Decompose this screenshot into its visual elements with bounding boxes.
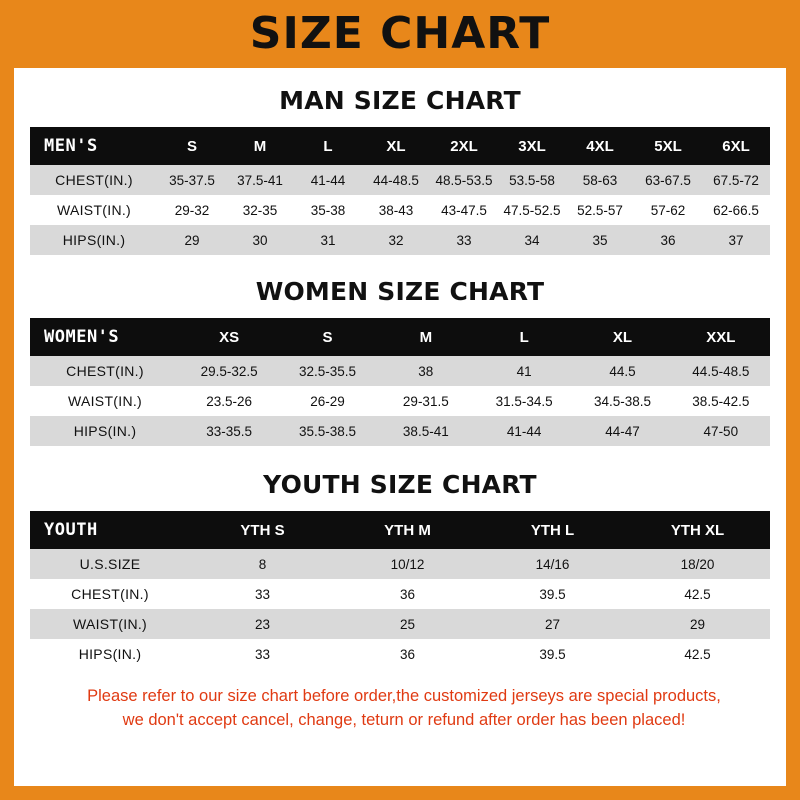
man-header-3xl: 3XL: [498, 127, 566, 165]
man-row-label-chest: CHEST(IN.): [30, 165, 158, 195]
women-size-table: [30, 318, 770, 446]
table-cell: 35: [566, 225, 634, 255]
table-cell: 42.5: [625, 639, 770, 669]
man-header-5xl: 5XL: [634, 127, 702, 165]
table-cell: 41: [475, 356, 573, 386]
notice-line-2: we don't accept cancel, change, teturn or refund after order has been placed!: [122, 710, 686, 729]
page-banner: [0, 0, 800, 68]
table-cell: 57-62: [634, 195, 702, 225]
table-row: [30, 386, 770, 416]
youth-size-table: [30, 511, 770, 669]
table-cell: 36: [335, 579, 480, 609]
man-row-label-hips: HIPS(IN.): [30, 225, 158, 255]
table-cell: 48.5-53.5: [430, 165, 498, 195]
man-header-2xl: 2XL: [430, 127, 498, 165]
women-section-title: WOMEN SIZE CHART: [255, 277, 545, 306]
table-cell: 33: [190, 639, 335, 669]
table-cell: 34: [498, 225, 566, 255]
table-row: [30, 225, 770, 255]
youth-header-m: YTH M: [335, 511, 480, 549]
man-header-label: MEN'S: [30, 127, 158, 165]
man-header-m: M: [226, 127, 294, 165]
table-cell: 26-29: [278, 386, 376, 416]
women-header-m: M: [377, 318, 475, 356]
table-cell: 36: [634, 225, 702, 255]
table-cell: 30: [226, 225, 294, 255]
table-cell: 32-35: [226, 195, 294, 225]
table-cell: 32.5-35.5: [278, 356, 376, 386]
youth-header-xl: YTH XL: [625, 511, 770, 549]
table-header-row: [30, 511, 770, 549]
table-cell: 52.5-57: [566, 195, 634, 225]
table-header-row: [30, 318, 770, 356]
table-cell: 37.5-41: [226, 165, 294, 195]
table-cell: 35-37.5: [158, 165, 226, 195]
man-section-title: MAN SIZE CHART: [279, 86, 521, 115]
women-row-label-waist: WAIST(IN.): [30, 386, 180, 416]
youth-header-s: YTH S: [190, 511, 335, 549]
table-row: [30, 609, 770, 639]
table-header-row: [30, 127, 770, 165]
table-cell: 33: [430, 225, 498, 255]
table-cell: 41-44: [475, 416, 573, 446]
table-cell: 39.5: [480, 639, 625, 669]
table-row: [30, 356, 770, 386]
bottom-accent-bar: [14, 786, 786, 800]
youth-row-label-chest: CHEST(IN.): [30, 579, 190, 609]
table-cell: 33: [190, 579, 335, 609]
table-cell: 23.5-26: [180, 386, 278, 416]
table-cell: 25: [335, 609, 480, 639]
table-cell: 67.5-72: [702, 165, 770, 195]
table-row: [30, 165, 770, 195]
table-row: [30, 639, 770, 669]
women-row-label-hips: HIPS(IN.): [30, 416, 180, 446]
table-cell: 44.5: [573, 356, 671, 386]
table-cell: 29: [625, 609, 770, 639]
table-cell: 62-66.5: [702, 195, 770, 225]
man-header-l: L: [294, 127, 362, 165]
table-cell: 41-44: [294, 165, 362, 195]
women-header-xl: XL: [573, 318, 671, 356]
man-header-xl: XL: [362, 127, 430, 165]
man-header-s: S: [158, 127, 226, 165]
table-cell: 29-32: [158, 195, 226, 225]
man-row-label-waist: WAIST(IN.): [30, 195, 158, 225]
table-cell: 42.5: [625, 579, 770, 609]
table-cell: 44-47: [573, 416, 671, 446]
table-cell: 10/12: [335, 549, 480, 579]
table-cell: 18/20: [625, 549, 770, 579]
table-cell: 38.5-42.5: [672, 386, 770, 416]
page-title: SIZE CHART: [249, 8, 551, 59]
table-cell: 44.5-48.5: [672, 356, 770, 386]
table-cell: 47-50: [672, 416, 770, 446]
table-cell: 44-48.5: [362, 165, 430, 195]
table-cell: 29-31.5: [377, 386, 475, 416]
page-content: [14, 86, 786, 733]
women-header-l: L: [475, 318, 573, 356]
table-cell: 58-63: [566, 165, 634, 195]
table-row: [30, 195, 770, 225]
table-cell: 47.5-52.5: [498, 195, 566, 225]
table-cell: 34.5-38.5: [573, 386, 671, 416]
table-cell: 38-43: [362, 195, 430, 225]
table-cell: 33-35.5: [180, 416, 278, 446]
man-header-4xl: 4XL: [566, 127, 634, 165]
women-header-xxl: XXL: [672, 318, 770, 356]
order-notice: [28, 685, 780, 733]
table-cell: 36: [335, 639, 480, 669]
table-cell: 8: [190, 549, 335, 579]
youth-section-title: YOUTH SIZE CHART: [263, 470, 537, 499]
table-cell: 31: [294, 225, 362, 255]
table-cell: 53.5-58: [498, 165, 566, 195]
table-cell: 38: [377, 356, 475, 386]
youth-header-label: YOUTH: [30, 511, 190, 549]
table-cell: 31.5-34.5: [475, 386, 573, 416]
youth-header-l: YTH L: [480, 511, 625, 549]
youth-row-label-ussize: U.S.SIZE: [30, 549, 190, 579]
table-row: [30, 549, 770, 579]
table-cell: 29: [158, 225, 226, 255]
table-cell: 63-67.5: [634, 165, 702, 195]
table-cell: 43-47.5: [430, 195, 498, 225]
women-header-label: WOMEN'S: [30, 318, 180, 356]
table-row: [30, 416, 770, 446]
man-size-table: [30, 127, 770, 255]
table-cell: 38.5-41: [377, 416, 475, 446]
table-cell: 35.5-38.5: [278, 416, 376, 446]
table-cell: 27: [480, 609, 625, 639]
table-cell: 23: [190, 609, 335, 639]
women-header-s: S: [278, 318, 376, 356]
youth-row-label-waist: WAIST(IN.): [30, 609, 190, 639]
table-row: [30, 579, 770, 609]
notice-line-1: Please refer to our size chart before order,the customized jerseys are special products,: [87, 687, 721, 705]
man-header-6xl: 6XL: [702, 127, 770, 165]
table-cell: 37: [702, 225, 770, 255]
table-cell: 35-38: [294, 195, 362, 225]
table-cell: 14/16: [480, 549, 625, 579]
table-cell: 32: [362, 225, 430, 255]
table-cell: 39.5: [480, 579, 625, 609]
table-cell: 29.5-32.5: [180, 356, 278, 386]
women-row-label-chest: CHEST(IN.): [30, 356, 180, 386]
youth-row-label-hips: HIPS(IN.): [30, 639, 190, 669]
women-header-xs: XS: [180, 318, 278, 356]
